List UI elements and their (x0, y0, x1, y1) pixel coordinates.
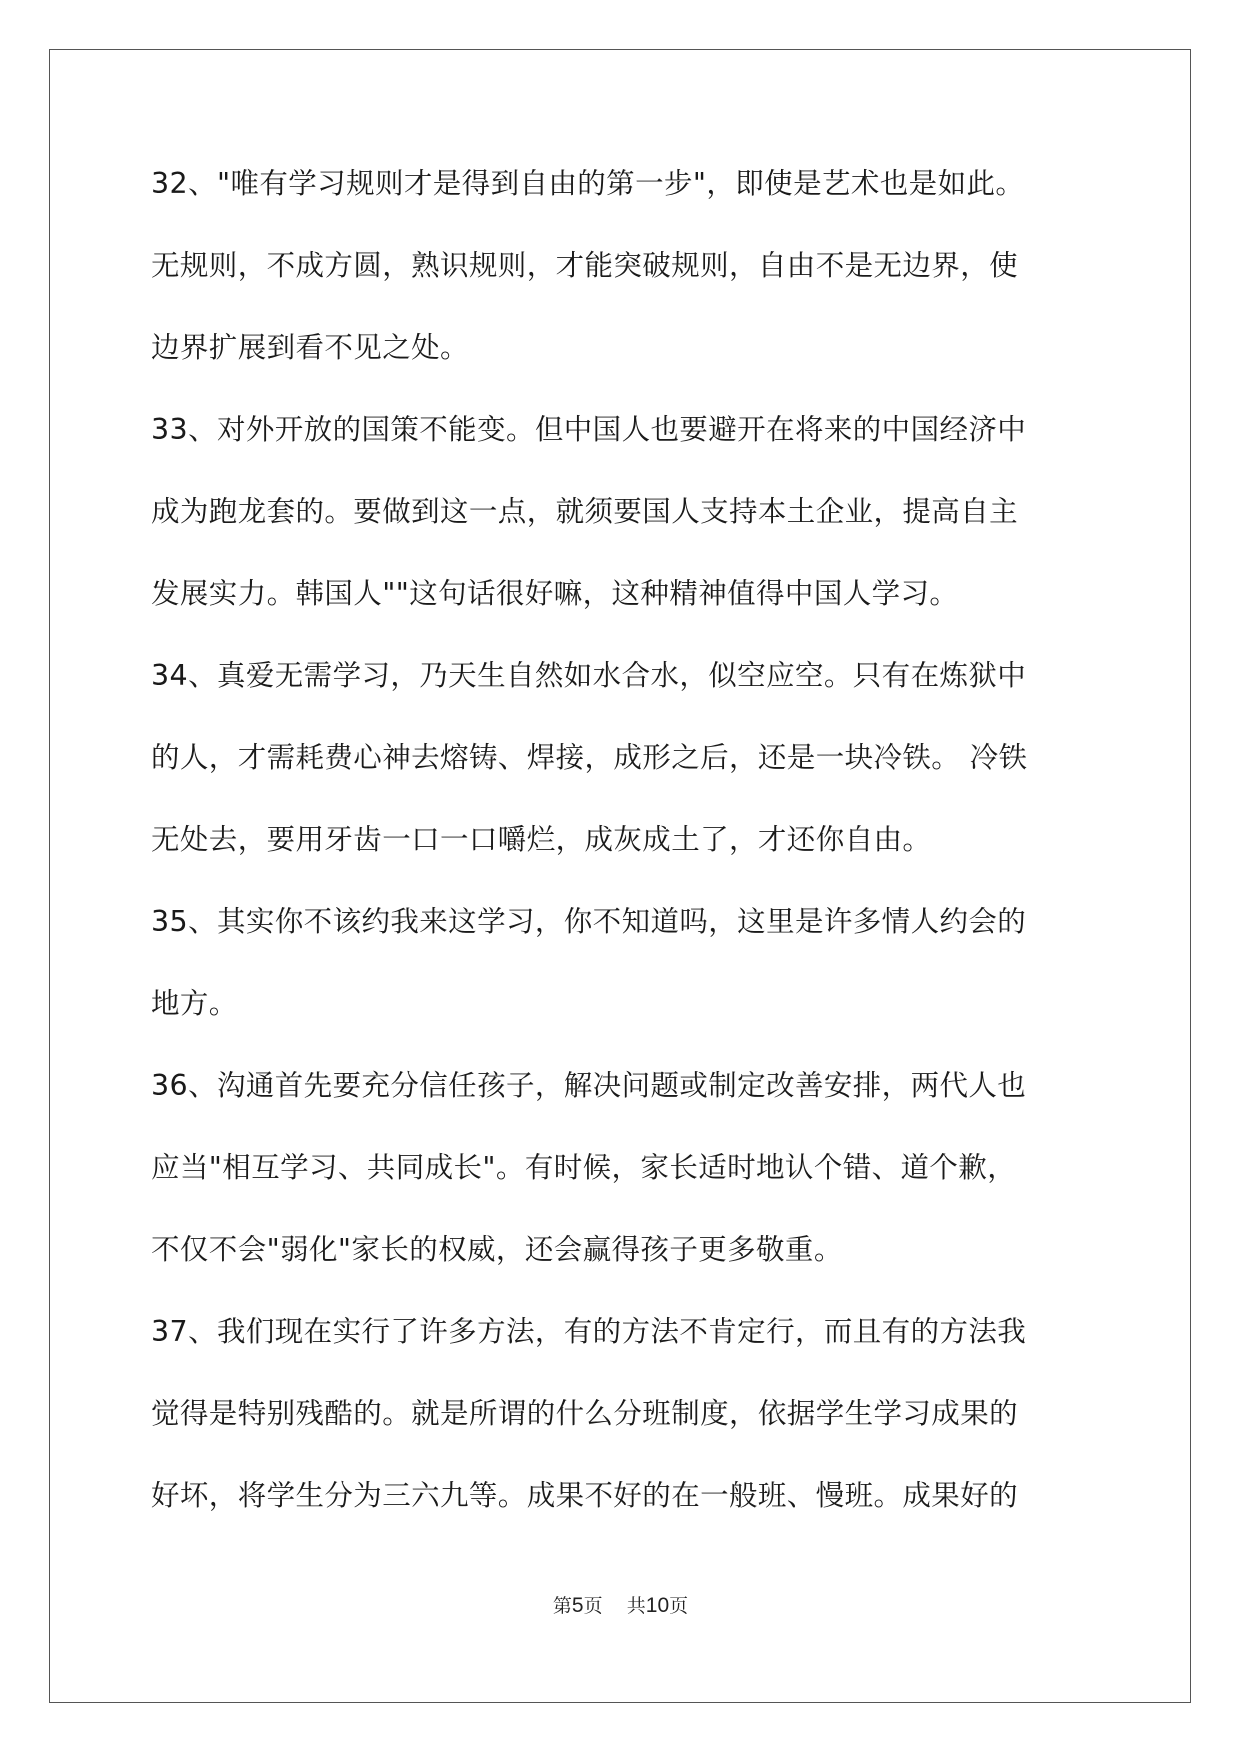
text-line: 地方。 (151, 987, 238, 1020)
text-line: 35、其实你不该约我来这学习，你不知道吗，这里是许多情人约会的 (151, 905, 1027, 938)
total-pages: 10 (645, 1594, 670, 1617)
text-line: 应当"相互学习、共同成长"。有时候，家长适时地认个错、道个歉， (151, 1151, 1017, 1184)
text-line: 觉得是特别残酷的。就是所谓的什么分班制度，依据学生学习成果的 (151, 1397, 1019, 1430)
text-line: 33、对外开放的国策不能变。但中国人也要避开在将来的中国经济中 (151, 413, 1027, 446)
text-line: 无处去，要用牙齿一口一口嚼烂，成灰成土了，才还你自由。 (151, 823, 932, 856)
document-body (151, 160, 1091, 1554)
text-line: 34、真爱无需学习，乃天生自然如水合水，似空应空。只有在炼狱中 (151, 659, 1027, 692)
text-line: 32、"唯有学习规则才是得到自由的第一步"，即使是艺术也是如此。 (151, 167, 1025, 200)
text-line: 36、沟通首先要充分信任孩子，解决问题或制定改善安排，两代人也 (151, 1069, 1027, 1102)
text-line: 无规则，不成方圆，熟识规则，才能突破规则，自由不是无边界，使 (151, 249, 1019, 282)
text-line: 成为跑龙套的。要做到这一点，就须要国人支持本土企业，提高自主 (151, 495, 1019, 528)
total-prefix: 共 (626, 1595, 646, 1617)
page-prefix: 第 (552, 1595, 572, 1617)
text-line: 37、我们现在实行了许多方法，有的方法不肯定行，而且有的方法我 (151, 1315, 1027, 1348)
page-number: 5 (571, 1594, 584, 1617)
text-line: 不仅不会"弱化"家长的权威，还会赢得孩子更多敬重。 (151, 1233, 843, 1266)
text-line: 好坏，将学生分为三六九等。成果不好的在一般班、慢班。成果好的 (151, 1479, 1019, 1512)
text-line: 边界扩展到看不见之处。 (151, 331, 469, 364)
total-suffix: 页 (669, 1595, 689, 1617)
page-footer (0, 1591, 1241, 1618)
page-suffix: 页 (583, 1595, 603, 1617)
text-line: 发展实力。韩国人""这句话很好嘛，这种精神值得中国人学习。 (151, 577, 959, 610)
text-line: 的人，才需耗费心神去熔铸、焊接，成形之后，还是一块冷铁。 冷铁 (151, 741, 1028, 774)
